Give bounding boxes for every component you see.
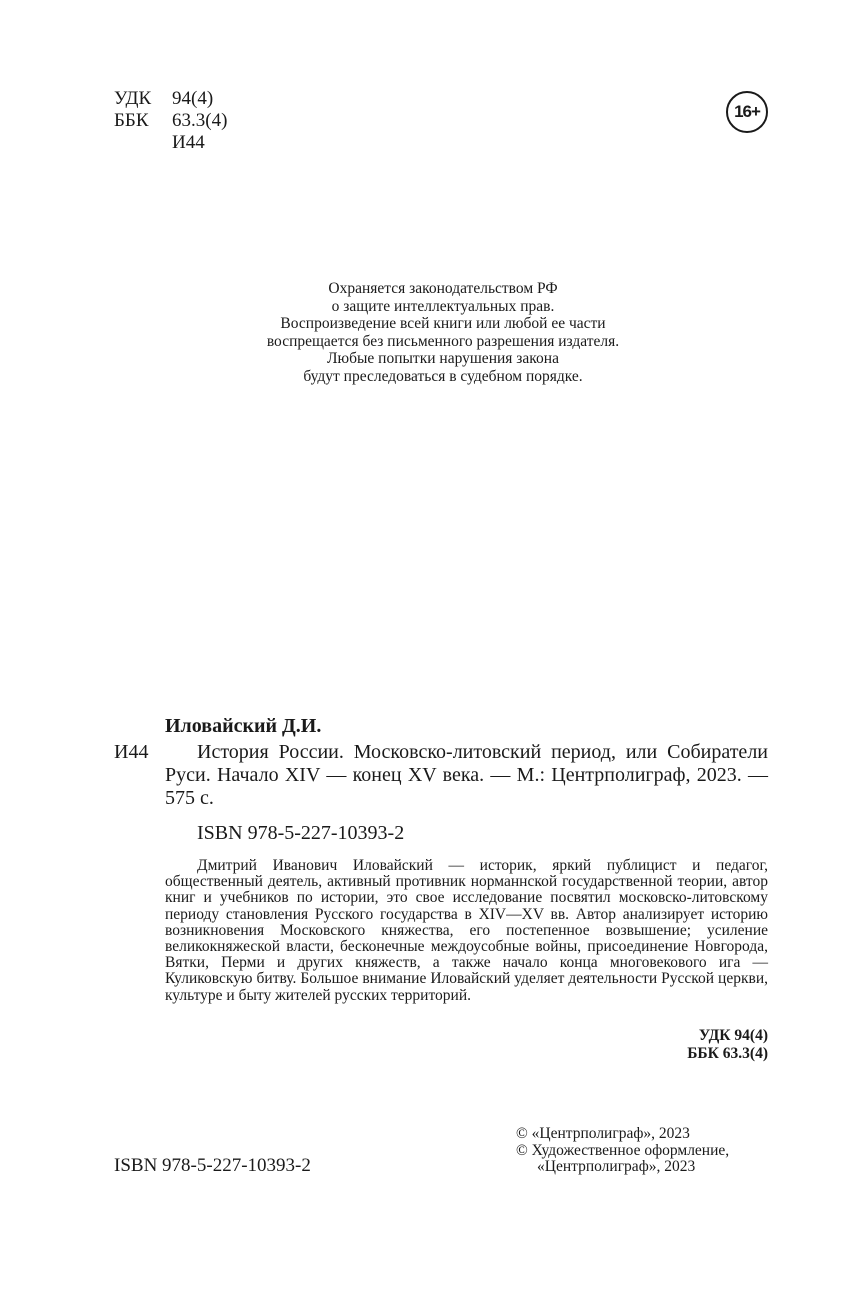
bottom-isbn: ISBN 978-5-227-10393-2 (114, 1155, 311, 1176)
card-bbk: ББК 63.3(4) (687, 1045, 768, 1062)
card-classification-codes (568, 1027, 768, 1063)
copyright-line: © Художественное оформление, (516, 1141, 730, 1159)
card-author: Иловайский Д.И. (165, 715, 322, 737)
bbk-label: ББК (114, 110, 149, 131)
notice-line: о защите интеллектуальных прав. (331, 297, 555, 315)
bbk-row (114, 110, 227, 132)
copyright-notice (143, 280, 743, 385)
notice-line: Охраняется законодательством РФ (328, 280, 558, 297)
card-description: История России. Московско-литовский период, или Собиратели Руси. Начало XIV — конец XV века. — М.: Центрполиграф, 2023. — 575 с. (165, 741, 768, 809)
card-author-mark: И44 (114, 741, 149, 763)
notice-line: Воспроизведение всей книги или любой ее части (280, 315, 606, 332)
copyright-line: «Центрполиграф», 2023 (537, 1158, 696, 1176)
notice-line: воспрещается без письменного разрешения издателя. (266, 332, 620, 350)
copyright-line: © «Центрполиграф», 2023 (516, 1125, 690, 1142)
card-udk: УДК 94(4) (698, 1027, 768, 1044)
author-mark: И44 (172, 132, 205, 153)
classification-block (114, 88, 227, 154)
notice-line: будут преследоваться в судебном порядке. (303, 367, 583, 385)
bbk-value: 63.3(4) (172, 110, 228, 131)
udk-label: УДК (114, 88, 152, 109)
copyright-block (516, 1126, 776, 1176)
card-isbn: ISBN 978-5-227-10393-2 (197, 822, 405, 844)
notice-line: Любые попытки нарушения закона (327, 350, 559, 367)
udk-value: 94(4) (172, 88, 214, 109)
age-rating-badge: 16+ (726, 91, 768, 133)
card-abstract: Дмитрий Иванович Иловайский — историк, яркий публицист и педагог, общественный деятель, активный противник норманнской государственной теории, автор книг и учебников по истории, это свое исследование посвятил московско-литовскому периоду становления Русского государства в XIV—XV вв. Автор анализирует историю возникновения Московского княжества, его постепенное возвышение; усиление великокняжеской власти, бесконечные междоусобные войны, присоединение Новгорода, Вятки, Перми и других княжеств, а также начало конца многовекового ига — Куликовскую битву. Большое внимание Иловайский уделяет деятельности Русской церкви, культуре и быту жителей русских территорий. (165, 857, 768, 1004)
author-mark-row (114, 132, 227, 154)
udk-row (114, 88, 227, 110)
